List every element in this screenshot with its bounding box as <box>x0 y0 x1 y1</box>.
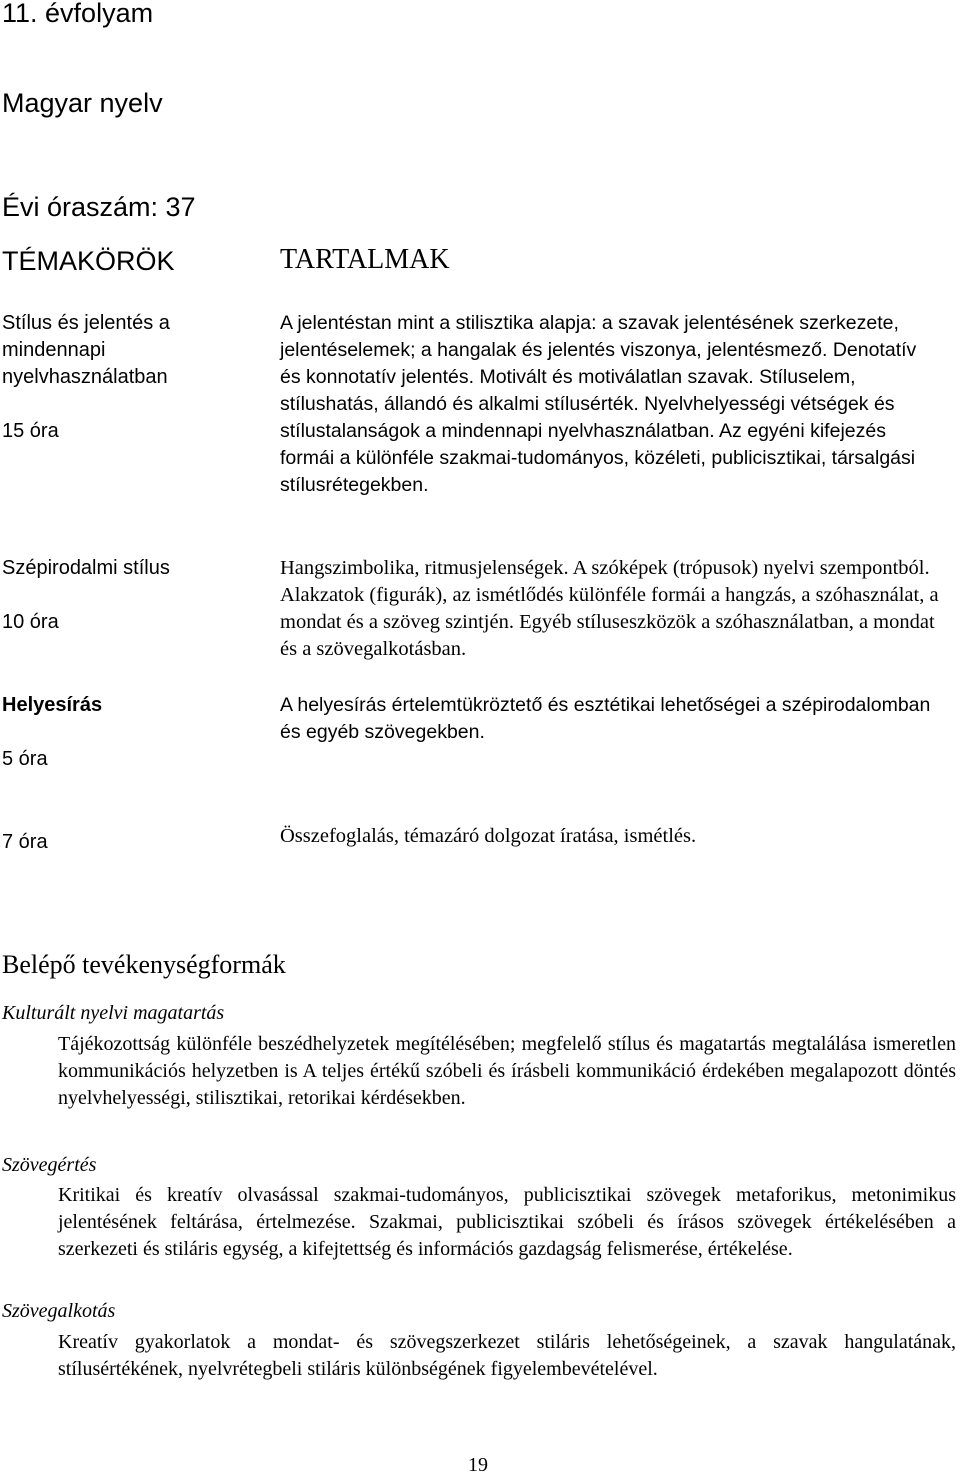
topic-hours-7: 7 óra <box>2 831 48 853</box>
topic-style-and-meaning: Stílus és jelentés a mindennapi nyelvhasználatban <box>2 312 170 388</box>
contents-column-heading: TARTALMAK <box>280 244 450 275</box>
section-title-cultured-language: Kulturált nyelvi magatartás <box>2 1002 225 1024</box>
section-title-text-composition: Szövegalkotás <box>2 1300 116 1322</box>
section-title-reading-comprehension: Szövegértés <box>2 1154 97 1176</box>
section-body-cultured-language: Tájékozottság különféle beszédhelyzetek megítélésében; megfelelő stílus és magatartás megtalálása ismeretlen kommunikációs helyzetben is A teljes értékű szóbeli és írásbeli kommunikáció érdekében megalapozott döntés nyelvhelyességi, stilisztikai, retorikai kérdésekben. <box>58 1033 956 1109</box>
annual-hours-heading: Évi óraszám: 37 <box>2 192 196 222</box>
page-number: 19 <box>468 1454 488 1476</box>
topics-column-heading: TÉMAKÖRÖK <box>2 246 175 276</box>
subject-heading: Magyar nyelv <box>2 88 163 118</box>
content-summary: Összefoglalás, témazáró dolgozat íratása, ismétlés. <box>280 825 697 847</box>
content-spelling: A helyesírás értelemtükröztető és esztétikai lehetőségei a szépirodalomban és egyéb szövegekben. <box>280 694 931 743</box>
topic-hours-15: 15 óra <box>2 420 59 442</box>
topic-hours-10: 10 óra <box>2 611 59 633</box>
topic-spelling: Helyesírás <box>2 694 103 716</box>
grade-heading: 11. évfolyam <box>2 0 154 28</box>
topic-literary-style: Szépirodalmi stílus <box>2 557 170 579</box>
section-body-text-composition: Kreatív gyakorlatok a mondat- és szövegszerkezet stiláris lehetőségeinek, a szavak hangulatának, stílusértékének, nyelvrétegbeli stiláris különbségének figyelembevételével. <box>58 1331 956 1380</box>
section-body-reading-comprehension: Kritikai és kreatív olvasással szakmai-tudományos, publicisztikai szövegek metaforikus, metonimikus jelentésének feltárása, értelmezése. Szakmai, publicisztikai szóbeli és írásos szövegek értékelésében a szerkezeti és stiláris egység, a kifejtettség és információs gazdagság felismerése, értékelése. <box>58 1184 956 1260</box>
content-style-and-meaning: A jelentéstan mint a stilisztika alapja: a szavak jelentésének szerkezete, jelentéselemek; a hangalak és jelentés viszonya, jelentésmező. Denotatív és konnotatív jelentés. Motivált és motiválatlan szavak. Stíluselem, stílushatás, állandó és alkalmi stílusérték. Nyelvhelyességi vétségek és stílustalanságok a mindennapi nyelvhasználatban. Az egyéni kifejezés formái a különféle szakmai-tudományos, közéleti, publicisztikai, társalgási stílusrétegekben. <box>280 312 917 496</box>
topic-hours-5: 5 óra <box>2 748 48 770</box>
activities-heading: Belépő tevékenységformák <box>2 950 286 979</box>
content-literary-style: Hangszimbolika, ritmusjelenségek. A szóképek (trópusok) nyelvi szempontból. Alakzatok (figurák), az ismétlődés különféle formái a hangzás, a szóhasználat, a mondat és a szöveg szintjén. Egyéb stíluseszközök a szóhasználatban, a mondat és a szövegalkotásban. <box>280 557 939 660</box>
